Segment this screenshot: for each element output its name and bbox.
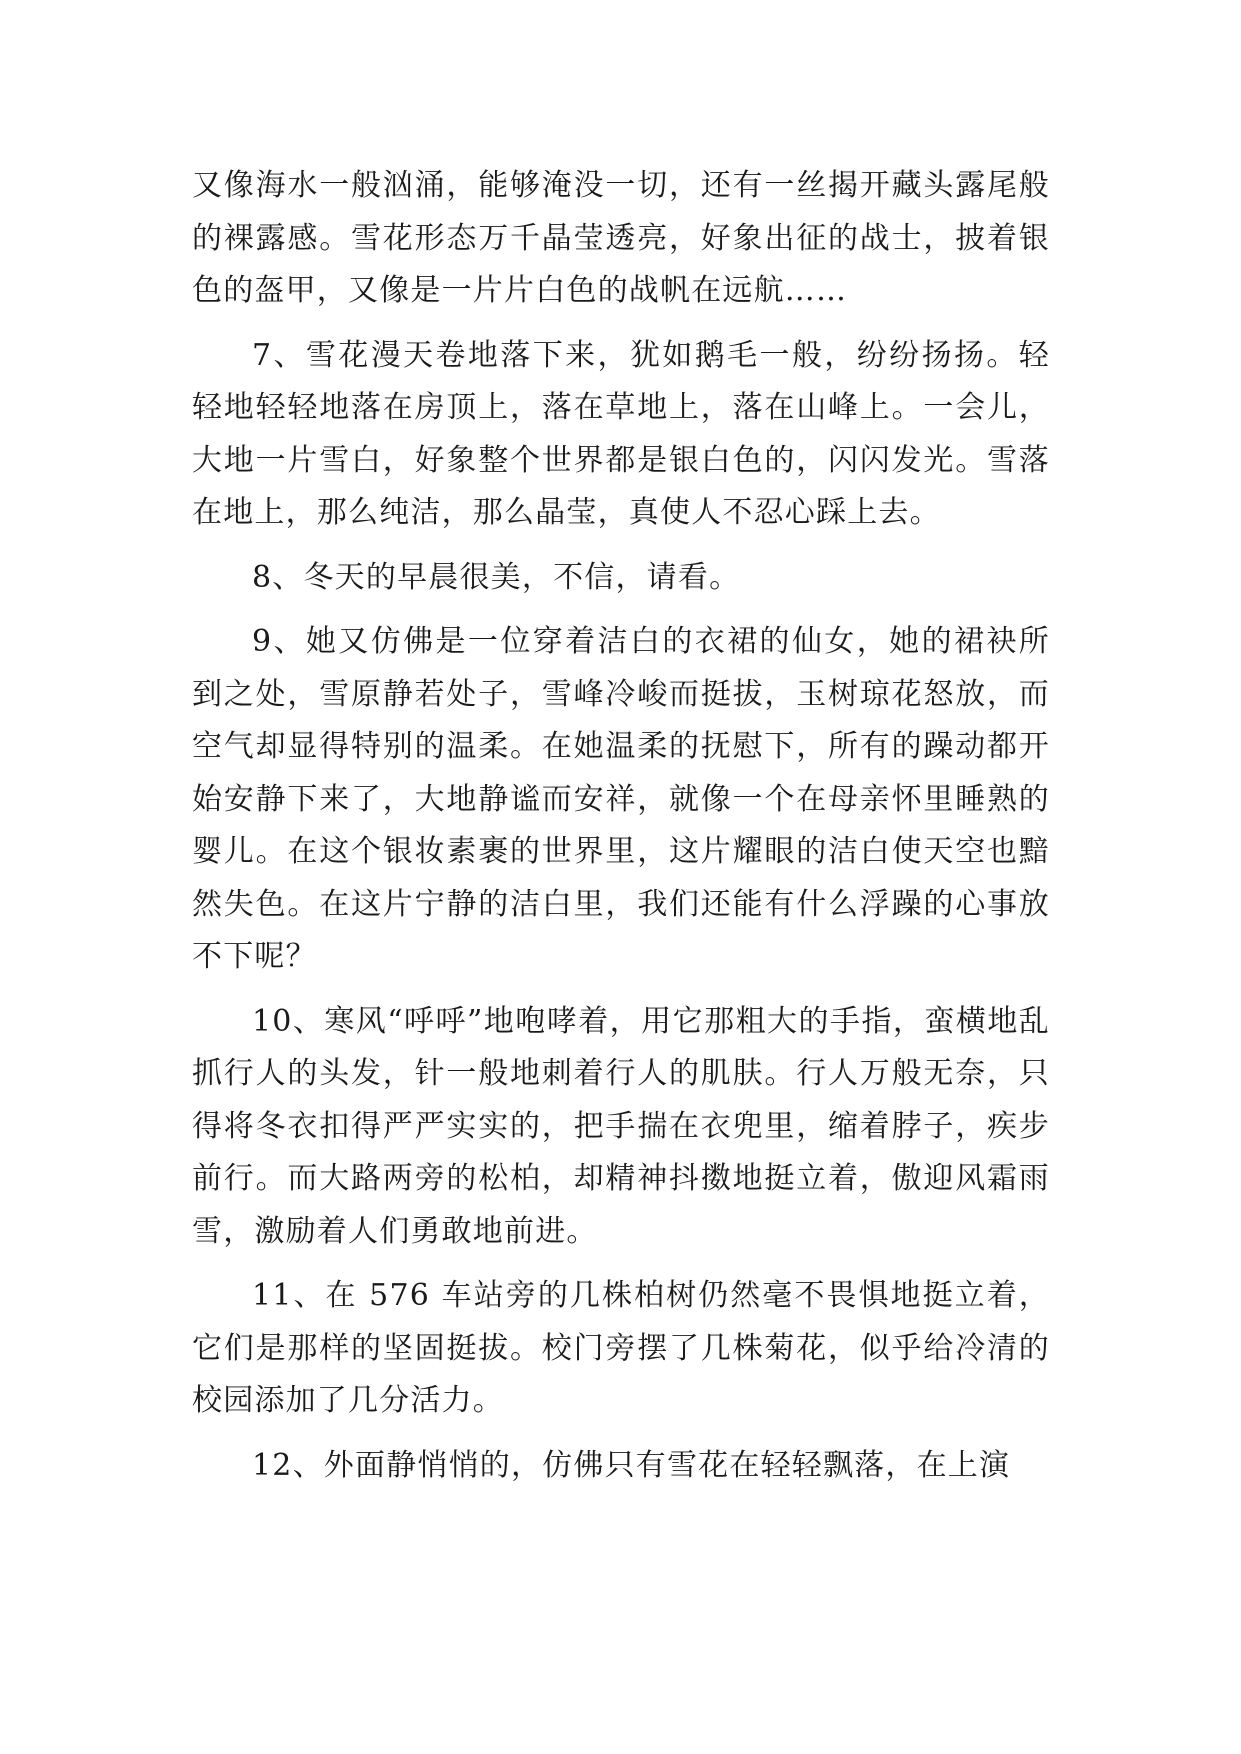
paragraph-continuation: 又像海水一般汹涌，能够淹没一切，还有一丝揭开藏头露尾般的裸露感。雪花形态万千晶莹透亮，好象出征的战士，披着银色的盔甲，又像是一片片白色的战帆在远航…… [192,168,1050,308]
paragraph-7: 7、雪花漫天卷地落下来，犹如鹅毛一般，纷纷扬扬。轻轻地轻轻地落在房顶上，落在草地上，落在山峰上。一会儿，大地一片雪白，好象整个世界都是银白色的，闪闪发光。雪落在地上，那么纯洁，那么晶莹，真使人不忍心踩上去。 [192,337,1050,530]
paragraph-9: 9、她又仿佛是一位穿着洁白的衣裙的仙女，她的裙袂所到之处，雪原静若处子，雪峰冷峻而挺拔，玉树琼花怒放，而空气却显得特别的温柔。在她温柔的抚慰下，所有的躁动都开始安静下来了，大地静谧而安祥，就像一个在母亲怀里睡熟的婴儿。在这个银妆素裹的世界里，这片耀眼的洁白使天空也黯然失色。在这片宁静的洁白里，我们还能有什么浮躁的心事放不下呢？ [192,624,1050,974]
paragraph-12: 12、外面静悄悄的，仿佛只有雪花在轻轻飘落，在上演 [252,1447,1011,1483]
paragraph-8: 8、冬天的早晨很美，不信，请看。 [252,559,741,595]
document-body [192,160,1050,1492]
paragraph-10: 10、寒风“呼呼”地咆哮着，用它那粗大的手指，蛮横地乱抓行人的头发，针一般地刺着行人的肌肤。行人万般无奈，只得将冬衣扣得严严实实的，把手揣在衣兜里，缩着脖子，疾步前行。而大路两旁的松柏，却精神抖擞地挺立着，傲迎风霜雨雪，激励着人们勇敢地前进。 [192,1003,1050,1249]
paragraph-11: 11、在 576 车站旁的几株柏树仍然毫不畏惧地挺立着，它们是那样的坚固挺拔。校门旁摆了几株菊花，似乎给冷清的校园添加了几分活力。 [192,1278,1050,1418]
